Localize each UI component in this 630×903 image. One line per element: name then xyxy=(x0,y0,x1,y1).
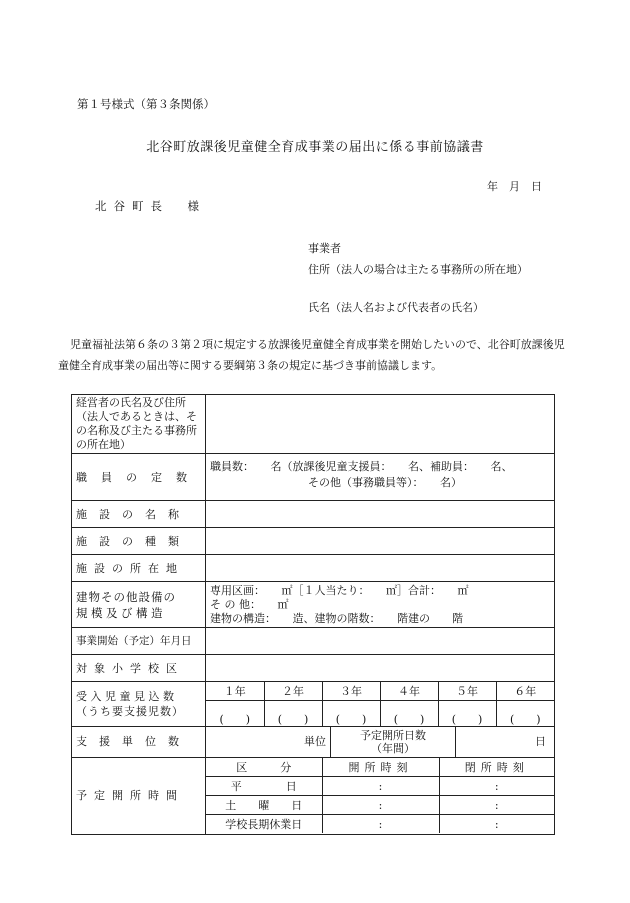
hours-row-weekday-close[interactable]: : xyxy=(439,777,554,796)
support-unit-field[interactable] xyxy=(206,727,331,757)
start-date-label: 事業開始（予定）年月日 xyxy=(72,628,206,655)
school-district-label: 対象小学校区 xyxy=(72,655,206,682)
hours-label: 予定開所時間 xyxy=(72,757,206,834)
grade-4-header: ４年 xyxy=(380,682,438,701)
expected-label-line2: （うち要支援児数） xyxy=(76,704,184,718)
body-paragraph: 児童福祉法第６条の３第２項に規定する放課後児童健全育成事業を開始したいので、北谷町放課後児童健全育成事業の届出等に関する要綱第３条の規定に基づき事前協議します。 xyxy=(58,338,565,372)
facility-location-label: 施設の所在地 xyxy=(72,555,206,582)
grade-2-count[interactable]: ( ) xyxy=(264,701,322,726)
grade-3-header: ３年 xyxy=(322,682,380,701)
application-table xyxy=(71,394,555,835)
facility-type-field[interactable] xyxy=(206,528,555,555)
support-unit-cell xyxy=(206,726,555,757)
building-label-line2: 規模及び構造 xyxy=(76,605,166,620)
start-date-field[interactable] xyxy=(206,628,555,655)
applicant-heading: 事業者 xyxy=(308,242,341,255)
unit-suffix: 単位 xyxy=(304,735,326,748)
hours-row-saturday-open[interactable]: : xyxy=(322,796,439,815)
days-suffix: 日 xyxy=(535,735,546,748)
open-days-label-line1: 予定開所日数 xyxy=(360,728,426,742)
applicant-address-label: 住所（法人の場合は主たる事務所の所在地） xyxy=(308,263,528,276)
document-title: 北谷町放課後児童健全育成事業の届出に係る事前協議書 xyxy=(146,140,484,155)
school-district-field[interactable] xyxy=(206,655,555,682)
addressee: 北谷町長 様 xyxy=(95,199,206,213)
staff-line-2: その他（事務職員等）： 名） xyxy=(308,476,462,489)
applicant-block xyxy=(308,238,528,318)
hours-row-weekday-label: 平 日 xyxy=(206,777,322,796)
hours-header-close: 閉所時刻 xyxy=(439,758,554,777)
hours-header-open: 開所時刻 xyxy=(322,758,439,777)
operator-label: 経営者の氏名及び住所（法人であるときは、その名称及び主たる事務所の所在地） xyxy=(72,395,206,454)
grade-1-count[interactable]: ( ) xyxy=(206,701,264,726)
applicant-name-label: 氏名（法人名および代表者の氏名） xyxy=(308,301,484,314)
grades-table xyxy=(206,682,554,726)
hours-row-holiday-open[interactable]: : xyxy=(322,815,439,834)
staff-field[interactable] xyxy=(206,454,555,501)
hours-table xyxy=(206,758,554,833)
hours-row-holiday-label: 学校長期休業日 xyxy=(206,815,322,834)
building-line-2: そ の 他： ㎡ xyxy=(210,597,289,611)
staff-label-text: 職員の定数 xyxy=(76,470,201,484)
grade-3-count[interactable]: ( ) xyxy=(322,701,380,726)
grade-5-header: ５年 xyxy=(438,682,496,701)
grade-6-header: ６年 xyxy=(496,682,554,701)
form-number: 第１号様式（第３条関係） xyxy=(77,97,215,111)
building-line-3: 建物の構造： 造、建物の階数： 階建の 階 xyxy=(210,611,463,625)
open-days-label xyxy=(331,727,456,757)
hours-row-saturday-label: 土 曜 日 xyxy=(206,796,322,815)
grade-4-count[interactable]: ( ) xyxy=(380,701,438,726)
staff-label xyxy=(72,454,206,501)
facility-type-label: 施設の種類 xyxy=(72,528,206,555)
support-unit-table xyxy=(206,727,554,757)
date-line: 年 月 日 xyxy=(487,180,542,193)
grade-5-count[interactable]: ( ) xyxy=(438,701,496,726)
hours-row-holiday-close[interactable]: : xyxy=(439,815,554,834)
grade-1-header: １年 xyxy=(206,682,264,701)
operator-field[interactable] xyxy=(206,395,555,454)
hours-row-weekday-open[interactable]: : xyxy=(322,777,439,796)
grades-cell xyxy=(206,682,555,727)
support-unit-label: 支援単位数 xyxy=(72,726,206,757)
facility-name-label: 施設の名称 xyxy=(72,501,206,528)
hours-row-saturday-close[interactable]: : xyxy=(439,796,554,815)
grade-2-header: ２年 xyxy=(264,682,322,701)
facility-name-field[interactable] xyxy=(206,501,555,528)
hours-cell xyxy=(206,757,555,834)
building-field[interactable] xyxy=(206,582,555,628)
expected-label-line1: 受入児童見込数 xyxy=(76,689,178,703)
staff-line-1: 職員数： 名（放課後児童支援員： 名、補助員： 名、 xyxy=(210,460,513,473)
open-days-label-line2: （年間） xyxy=(371,741,415,755)
expected-children-label xyxy=(72,682,206,727)
building-label-line1: 建物その他設備の xyxy=(76,589,176,604)
building-label xyxy=(72,582,206,628)
hours-header-category: 区 分 xyxy=(206,758,322,777)
building-line-1: 専用区画： ㎡［１人当たり： ㎡］合計： ㎡ xyxy=(210,583,469,597)
open-days-field[interactable] xyxy=(456,727,555,757)
facility-location-field[interactable] xyxy=(206,555,555,582)
grade-6-count[interactable]: ( ) xyxy=(496,701,554,726)
